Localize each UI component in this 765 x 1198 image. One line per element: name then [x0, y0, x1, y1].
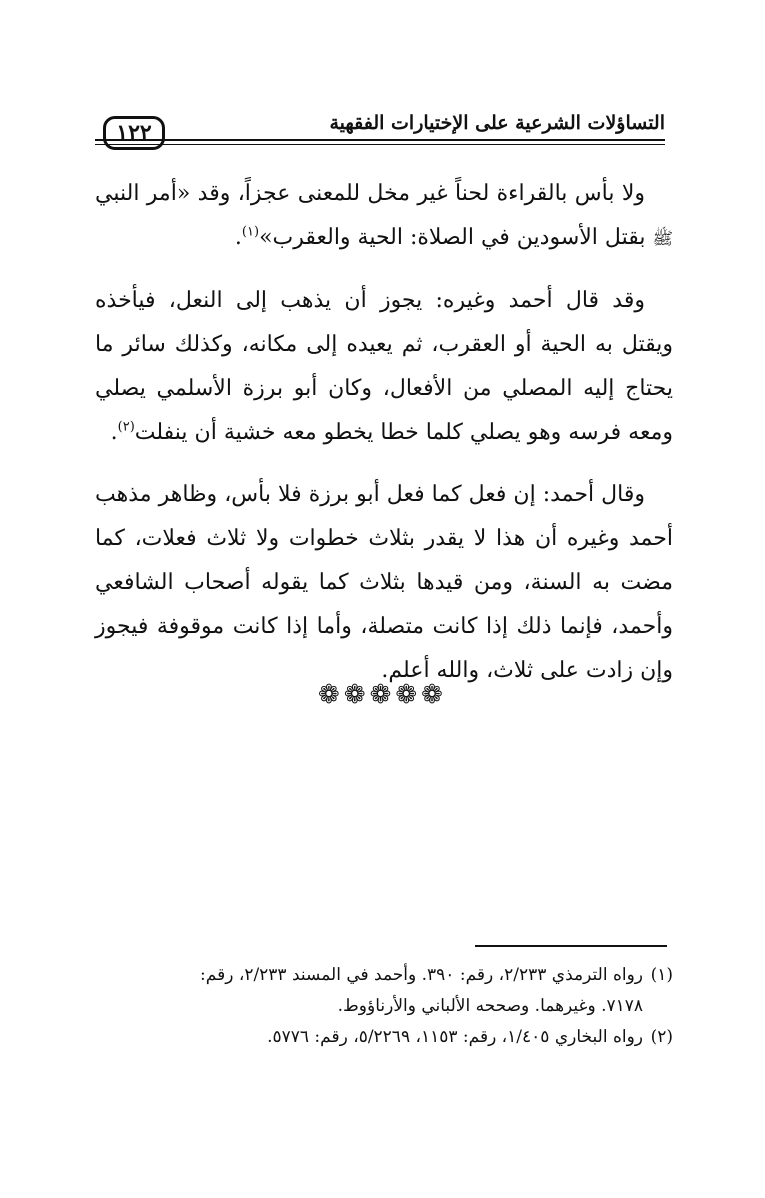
footnotes — [95, 960, 673, 1053]
footnote-1-line-1: رواه الترمذي ٢/٢٣٣، رقم: ٣٩٠. وأحمد في المسند ٢/٢٣٣، رقم: — [200, 965, 643, 985]
section-ornament: ❁❁❁❁❁ — [318, 680, 447, 710]
paragraph-1-part-a: ولا بأس بالقراءة لحناً غير مخل للمعنى عجزاً، وقد «أمر النبي — [95, 181, 645, 206]
paragraph-1-end: . — [234, 225, 242, 250]
paragraph-2-text: وقد قال أحمد وغيره: يجوز أن يذهب إلى النعل، فيأخذه ويقتل به الحية أو العقرب، ثم يعيده إلى مكانه، وكذلك سائر ما يحتاج إليه المصلي من الأفعال، وكان أبو برزة الأسلمي يصلي ومعه فرسه وهو يصلي كلما خطا يخطو معه خشية أن ينفلت — [95, 288, 673, 445]
running-title: التساؤلات الشرعية على الإختيارات الفقهية — [329, 112, 665, 134]
page-header — [95, 106, 665, 148]
footnote-2 — [95, 1022, 673, 1053]
header-rule-thick — [95, 139, 665, 141]
page-number: ١٢٢ — [103, 116, 165, 150]
footnote-2-line-1: رواه البخاري ١/٤٠٥، رقم: ١١٥٣، ٥/٢٢٦٩، رقم: ٥٧٧٦. — [267, 1027, 643, 1047]
paragraph-2 — [95, 279, 673, 455]
paragraph-2-end: . — [110, 420, 118, 445]
footnote-ref-2: (٢) — [117, 419, 135, 435]
footnote-1-number: (١) — [650, 965, 673, 985]
footnote-ref-1: (١) — [241, 224, 260, 240]
paragraph-3: وقال أحمد: إن فعل كما فعل أبو برزة فلا بأس، وظاهر مذهب أحمد وغيره أن هذا لا يقدر بثلاث خطوات ولا ثلاث فعلات، كما مضت به السنة، ومن قيدها بثلاث كما يقوله أصحاب الشافعي وأحمد، فإنما ذلك إذا كانت متصلة، وأما إذا كانت موقوفة فيجوز وإن زادت على ثلاث، والله أعلم. — [95, 482, 673, 683]
header-rule-thin — [95, 144, 665, 145]
honorific-glyph: ﷺ — [652, 229, 673, 249]
footnote-1-continuation: ٧١٧٨. وغيرهما. وصححه الألباني والأرناؤوط. — [337, 996, 643, 1016]
main-text — [95, 172, 673, 711]
footnote-1 — [95, 960, 673, 991]
paragraph-1-part-b: بقتل الأسودين في الصلاة: الحية والعقرب» — [259, 225, 653, 250]
paragraph-1 — [95, 172, 673, 261]
footnote-separator — [475, 945, 667, 947]
footnote-2-number: (٢) — [650, 1027, 673, 1047]
